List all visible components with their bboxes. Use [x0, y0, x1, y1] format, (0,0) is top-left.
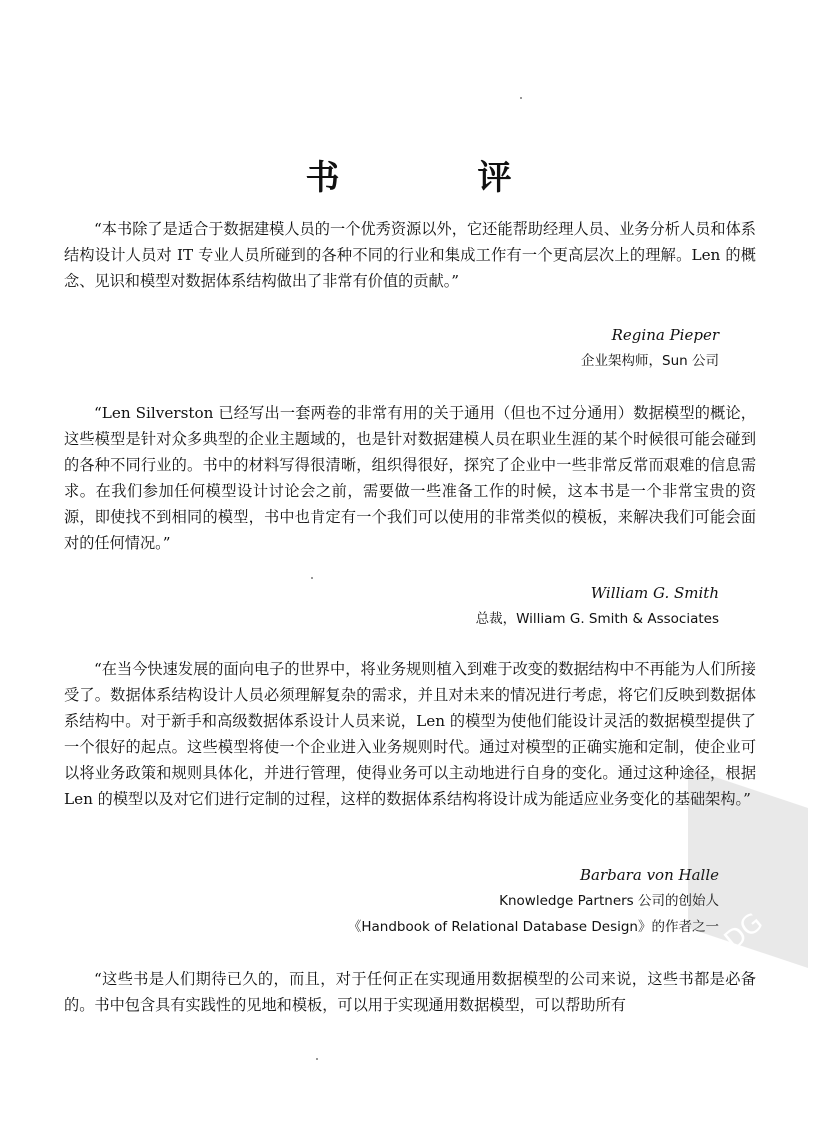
reviewer-title: 《Handbook of Relational Database Design》的作者之一: [347, 919, 719, 935]
review-signature: [476, 580, 719, 632]
review-paragraph: “在当今快速发展的面向电子的世界中，将业务规则植入到难于改变的数据结构中不再能为人们所接受了。数据体系结构设计人员必须理解复杂的需求，并且对未来的情况进行考虑，将它们反映到数据体系结构中。对于新手和高级数据体系设计人员来说，Len 的模型为使他们能设计灵活的数据模型提供了一个很好的起点。这些模型将使一个企业进入业务规则时代。通过对模型的正确实施和定制，使企业可以将业务政策和规则具体化，并进行管理，使得业务可以主动地进行自身的变化。通过这种途径，根据 Len 的模型以及对它们进行定制的过程，这样的数据体系结构将设计成为能适应业务变化的基础架构。”: [64, 660, 756, 808]
reviewer-name: Barbara von Halle: [580, 866, 719, 884]
scan-speck: [520, 97, 522, 99]
review-paragraph: “Len Silverston 已经写出一套两卷的非常有用的关于通用（但也不过分通用）数据模型的概论，这些模型是针对众多典型的企业主题域的，也是针对数据建模人员在职业生涯的某个时候很可能会碰到的各种不同行业的。书中的材料写得很清晰，组织得很好，探究了企业中一些非常反常而艰难的信息需求。在我们参加任何模型设计讨论会之前，需要做一些准备工作的时候，这本书是一个非常宝贵的资源，即使找不到相同的模型，书中也肯定有一个我们可以使用的非常类似的模板，来解决我们可能会面对的任何情况。”: [64, 404, 756, 552]
review-paragraph: “本书除了是适合于数据建模人员的一个优秀资源以外，它还能帮助经理人员、业务分析人员和体系结构设计人员对 IT 专业人员所碰到的各种不同的行业和集成工作有一个更高层次上的理解。Len 的概念、见识和模型对数据体系结构做出了非常有价值的贡献。”: [64, 220, 756, 290]
review-signature: [581, 322, 719, 374]
watermark-text: PDG: [706, 907, 769, 967]
review-signature: [348, 862, 719, 940]
reviewer-title: 企业架构师，Sun 公司: [581, 353, 719, 369]
reviewer-title: 总裁，William G. Smith & Associates: [475, 611, 719, 627]
page-title: 书 评: [305, 158, 564, 198]
reviewer-title: Knowledge Partners 公司的创始人: [499, 893, 719, 909]
scan-speck: [316, 1058, 318, 1060]
reviewer-name: William G. Smith: [590, 584, 719, 602]
scan-speck: [311, 577, 313, 579]
review-paragraph: “这些书是人们期待已久的，而且，对于任何正在实现通用数据模型的公司来说，这些书都是必备的。书中包含具有实践性的见地和模板，可以用于实现通用数据模型，可以帮助所有: [64, 970, 756, 1014]
reviewer-name: Regina Pieper: [611, 326, 719, 344]
